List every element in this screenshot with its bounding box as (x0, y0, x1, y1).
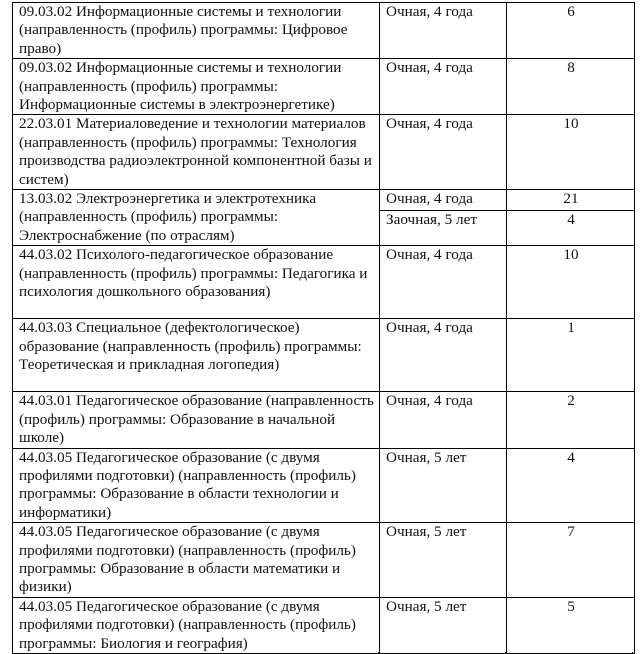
count-cell: 2 (507, 392, 635, 448)
table-row (13, 115, 635, 190)
program-cell: 44.03.05 Педагогическое образование (с двумя профилями подготовки) (направленность (профиль) программы: Образование в области математики и физики) (13, 523, 380, 598)
study-form-cell: Заочная, 5 лет (380, 211, 507, 246)
study-form-cell: Очная, 5 лет (380, 523, 507, 598)
count-cell: 5 (507, 597, 635, 653)
program-cell: 44.03.05 Педагогическое образование (с двумя профилями подготовки) (направленность (профиль) программы: Биология и география) (13, 597, 380, 653)
table-row (13, 59, 635, 115)
program-cell: 13.03.02 Электроэнергетика и электротехника (направленность (профиль) программы: Электроснабжение (по отраслям) (13, 190, 380, 246)
program-cell: 44.03.03 Специальное (дефектологическое) образование (направленность (профиль) программы: Теоретическая и прикладная логопедия) (13, 319, 380, 392)
count-cell: 6 (507, 3, 635, 59)
program-cell: 09.03.02 Информационные системы и технологии (направленность (профиль) программы: Информационные системы в электроэнергетике) (13, 59, 380, 115)
table-row (13, 190, 635, 211)
table-row (13, 597, 635, 653)
study-form-cell: Очная, 4 года (380, 59, 507, 115)
table-row (13, 392, 635, 448)
study-form-cell: Очная, 5 лет (380, 448, 507, 523)
program-cell: 44.03.02 Психолого-педагогическое образование (направленность (профиль) программы: Педагогика и психология дошкольного образования) (13, 246, 380, 319)
count-cell: 4 (507, 448, 635, 523)
table-row (13, 523, 635, 598)
program-cell: 09.03.02 Информационные системы и технологии (направленность (профиль) программы: Цифровое право) (13, 3, 380, 59)
count-cell: 21 (507, 190, 635, 211)
programs-table (12, 2, 635, 654)
study-form-cell: Очная, 5 лет (380, 597, 507, 653)
count-cell: 8 (507, 59, 635, 115)
study-form-cell: Очная, 4 года (380, 190, 507, 211)
program-cell: 44.03.05 Педагогическое образование (с двумя профилями подготовки) (направленность (профиль) программы: Образование в области технологии и информатики) (13, 448, 380, 523)
count-cell: 1 (507, 319, 635, 392)
table-row (13, 448, 635, 523)
table-row (13, 319, 635, 392)
program-cell: 22.03.01 Материаловедение и технологии материалов (направленность (профиль) программы: Технология производства радиоэлектронной компонентной базы и систем) (13, 115, 380, 190)
count-cell: 10 (507, 115, 635, 190)
table-row (13, 246, 635, 319)
count-cell: 4 (507, 211, 635, 246)
study-form-cell: Очная, 4 года (380, 246, 507, 319)
count-cell: 7 (507, 523, 635, 598)
study-form-cell: Очная, 4 года (380, 392, 507, 448)
count-cell: 10 (507, 246, 635, 319)
study-form-cell: Очная, 4 года (380, 115, 507, 190)
study-form-cell: Очная, 4 года (380, 319, 507, 392)
table-row (13, 3, 635, 59)
study-form-cell: Очная, 4 года (380, 3, 507, 59)
program-cell: 44.03.01 Педагогическое образование (направленность (профиль) программы: Образование в начальной школе) (13, 392, 380, 448)
